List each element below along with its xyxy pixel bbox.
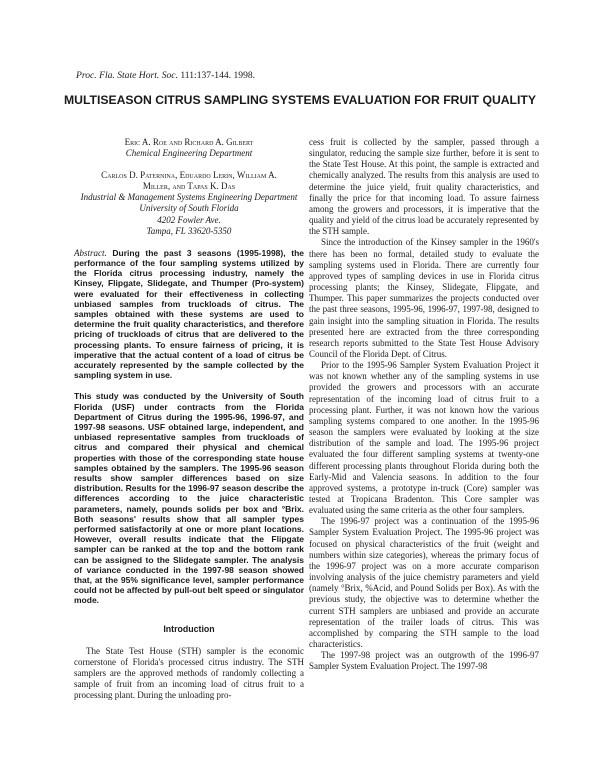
right-column bbox=[309, 137, 539, 673]
introduction-heading: Introduction bbox=[163, 623, 215, 634]
right-paragraph-3: Prior to the 1995-96 Sampler System Evaluation Project it was not known whether any of the sampling systems in use provided the growers and processors with an accurate representation of the incoming load of citrus fruit to a processing plant. Further, it was not known how the various sampling systems compared to one another. In the 1995-96 season the samplers were evaluated by looking at the size distribution of the sample and load. The 1995-96 project evaluated the four different sampling systems at twenty-one different processing plants throughout Florida during both the Early-Mid and Valencia seasons. In addition to the four approved systems, a prototype in-truck (Core) sampler was tested at Tropicana Bradenton. This Core sampler was evaluated using the same criteria as the other four samplers. bbox=[309, 360, 539, 516]
abstract bbox=[74, 248, 304, 606]
right-paragraph-4: The 1996-97 project was a continuation of the 1995-96 Sampler System Evaluation Project. The 1995-96 project was focused on physical characteristics of the fruit (weight and numbers within size categories), whereas the primary focus of the 1996-97 project was on a more accurate comparison involving analysis of the juice chemistry parameters and yield (namely °Brix, %Acid, and Pound Solids per Box). As with the previous study, the objective was to determine whether the current STH samplers are unbiased and provide an accurate representation of the trailer loads of citrus. This was accomplished by comparing the STH sample to the load characteristics. bbox=[309, 516, 539, 650]
introduction-paragraph-1: The State Test House (STH) sampler is the economic cornerstone of Florida's processed citrus industry. The STH samplers are the approved methods of randomly collecting a sample of fruit from an incoming load of citrus fruit to a processing plant. During the unloading pro- bbox=[74, 645, 304, 701]
paper-title: MULTISEASON CITRUS SAMPLING SYSTEMS EVALUATION FOR FRUIT QUALITY bbox=[64, 93, 536, 107]
affiliation-city: Tampa, FL 33620-5350 bbox=[146, 225, 232, 236]
affiliation-street: 4202 Fowler Ave. bbox=[157, 214, 221, 225]
volume-pages: 111:137-144. 1998. bbox=[177, 70, 256, 81]
abstract-label: Abstract. bbox=[74, 247, 107, 258]
affiliation-dept-2: Industrial & Management Systems Engineering Department bbox=[80, 192, 298, 203]
author-block bbox=[74, 137, 304, 237]
authors-group-2-line-2: Miller, and Tapas K. Das bbox=[142, 181, 236, 192]
left-column bbox=[74, 137, 304, 702]
authors-group-2-line-1: Carlos D. Paternina, Eduardo Lerin, William A. bbox=[101, 170, 277, 181]
journal-name: Proc. Fla. State Hort. Soc. bbox=[76, 70, 178, 81]
right-paragraph-2: Since the introduction of the Kinsey sampler in the 1960's there has been no formal, detailed study to evaluate the sampling systems used in Florida. There are currently four approved types of sampling devices in use in Florida citrus processing plants; the Kinsey, Slidegate, Flipgate, and Thumper. This paper summarizes the projects conducted over the past three seasons, 1995-96, 1996-97, 1997-98, designed to gain insight into the sampling situation in Florida. The results presented here are extracted from the three corresponding research reports submitted to the State Test House Advisory Council of the Florida Dept. of Citrus. bbox=[309, 237, 539, 359]
affiliation-university: University of South Florida bbox=[139, 203, 239, 214]
abstract-paragraph-1 bbox=[74, 248, 304, 381]
authors-group-1: Eric A. Roe and Richard A. Gilbert bbox=[124, 137, 254, 147]
abstract-text-1: During the past 3 seasons (1995-1998), the performance of the four sampling systems utilized by the Florida citrus processing industry, namely the Kinsey, Flipgate, Slidegate, and Thumper (Pro-system) were evaluated for their effectiveness in collecting unbiased samples from truckloads of citrus. The samples obtained with these systems are used to determine the fruit quality characteristics, and therefore pricing of truckloads of citrus that are delivered to the processing plants. To ensure fairness of pricing, it is imperative that the actual content of a load of citrus be accurately represented by the sample collected by the sampling system in use. bbox=[74, 247, 304, 381]
right-paragraph-5: The 1997-98 project was an outgrowth of the 1996-97 Sampler System Evaluation Project. The 1997-98 bbox=[309, 650, 539, 672]
abstract-paragraph-2: This study was conducted by the University of South Florida (USF) under contracts from the Florida Department of Citrus during the 1995-96, 1996-97, and 1997-98 seasons. USF obtained large, independent, and unbiased representative samples from truckloads of citrus and compared their physical and chemical properties with those of the corresponding state house samples obtained by the samplers. The 1995-96 season results show sampler differences based on size distribution. Results for the 1996-97 season describe the differences according to the juice characteristic parameters, namely, pounds solids per box and °Brix. Both seasons' results show that all sampler types performed satisfactorily at one or more plant locations. However, overall results indicate that the Flipgate sampler can be ranked at the top and the bottom rank can be assigned to the Slidegate sampler. The analysis of variance conducted in the 1997-98 season showed that, at the 95% significance level, sampler performance could not be affected by pull-out belt speed or singulator mode. bbox=[74, 391, 304, 606]
affiliation-dept-1: Chemical Engineering Department bbox=[125, 148, 253, 159]
right-paragraph-1: cess fruit is collected by the sampler, passed through a singulator, reducing the sample size further, before it is sent to the State Test House. At this point, the sample is extracted and chemically analyzed. The results from this analysis are used to determine the juice yield, fruit quality characteristics, and finally the price for that incoming load. To assure fairness among the growers and processors, it is imperative that the quality and yield of the citrus load be accurately represented by the STH sample. bbox=[309, 137, 539, 237]
journal-citation bbox=[76, 70, 255, 81]
